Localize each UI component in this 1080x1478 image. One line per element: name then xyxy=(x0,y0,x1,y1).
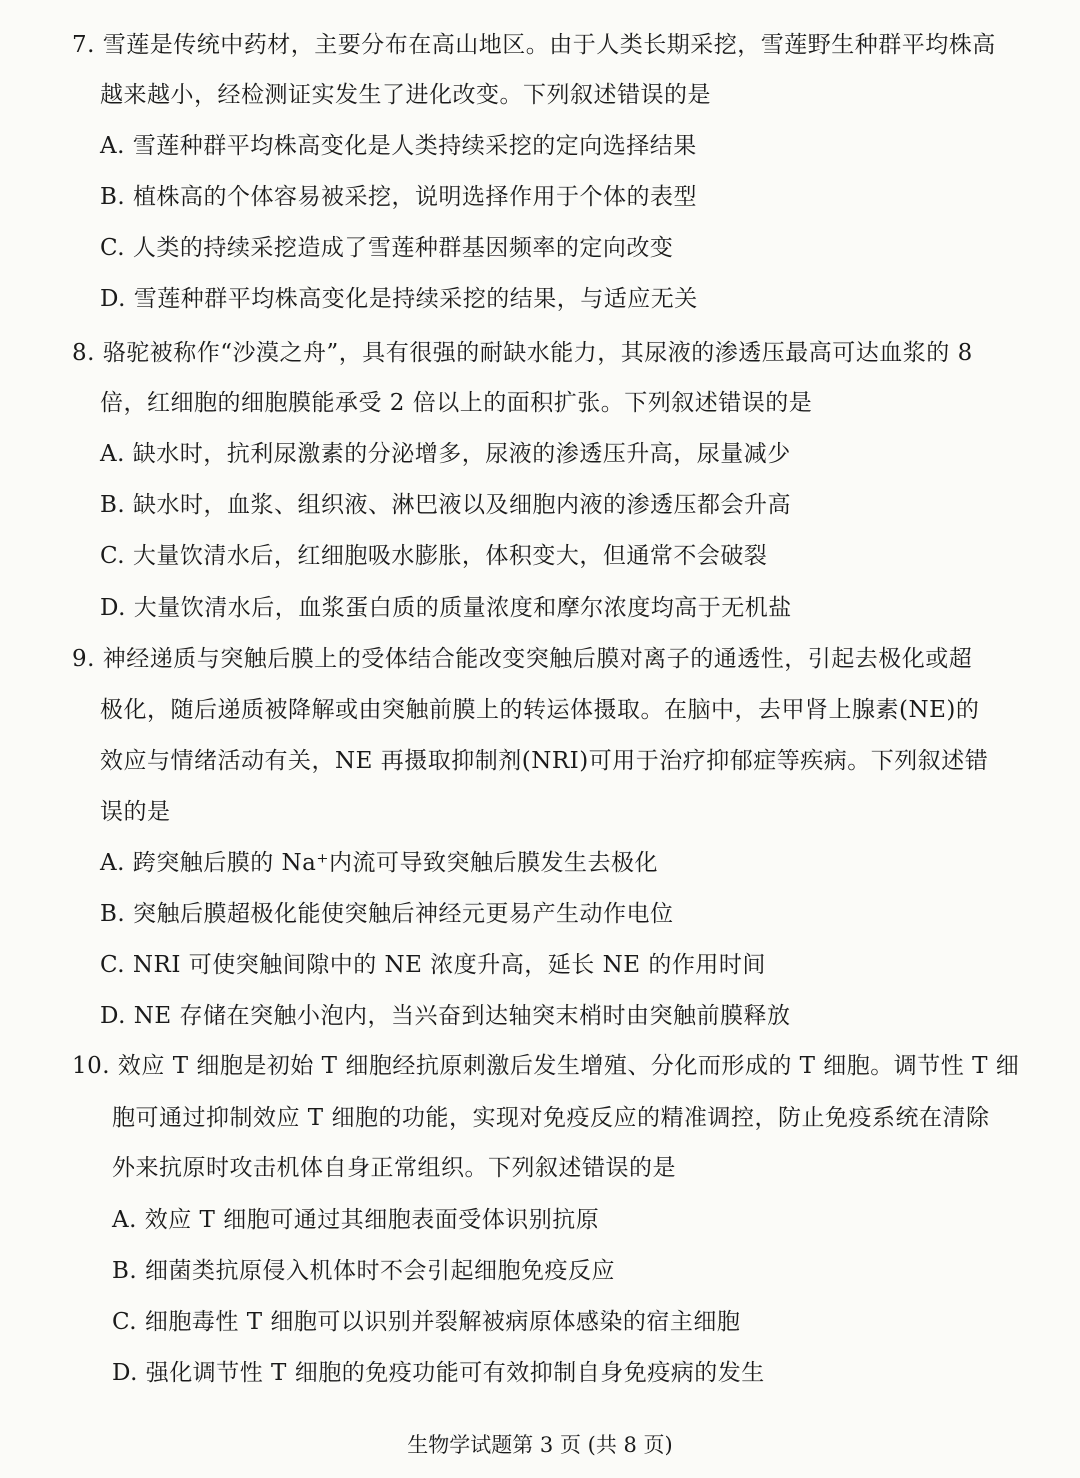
option-b: B. 突触后膜超极化能使突触后神经元更易产生动作电位 xyxy=(100,901,674,927)
option-c: C. NRI 可使突触间隙中的 NE 浓度升高，延长 NE 的作用时间 xyxy=(100,952,766,978)
question-stem-line: 8. 骆驼被称作“沙漠之舟”，具有很强的耐缺水能力，其尿液的渗透压最高可达血浆的 8 xyxy=(72,340,973,366)
question-stem-line: 外来抗原时攻击机体自身正常组织。下列叙述错误的是 xyxy=(112,1155,676,1181)
option-d: D. 强化调节性 T 细胞的免疫功能可有效抑制自身免疫病的发生 xyxy=(112,1360,765,1386)
question-stem-line: 倍，红细胞的细胞膜能承受 2 倍以上的面积扩张。下列叙述错误的是 xyxy=(100,390,813,416)
option-a: A. 缺水时，抗利尿激素的分泌增多，尿液的渗透压升高，尿量减少 xyxy=(100,441,791,467)
option-d: D. 大量饮清水后，血浆蛋白质的质量浓度和摩尔浓度均高于无机盐 xyxy=(100,595,792,621)
question-stem-line: 9. 神经递质与突触后膜上的受体结合能改变突触后膜对离子的通透性，引起去极化或超 xyxy=(72,646,973,672)
option-c: C. 人类的持续采挖造成了雪莲种群基因频率的定向改变 xyxy=(100,235,674,261)
question-stem-line: 效应与情绪活动有关，NE 再摄取抑制剂(NRI)可用于治疗抑郁症等疾病。下列叙述错 xyxy=(100,748,989,774)
option-a: A. 雪莲种群平均株高变化是人类持续采挖的定向选择结果 xyxy=(100,133,697,159)
question-stem-line: 7. 雪莲是传统中药材，主要分布在高山地区。由于人类长期采挖，雪莲野生种群平均株高 xyxy=(72,32,996,58)
question-stem-line: 误的是 xyxy=(100,799,171,825)
question-stem-line: 极化，随后递质被降解或由突触前膜上的转运体摄取。在脑中，去甲肾上腺素(NE)的 xyxy=(100,697,980,723)
option-b: B. 细菌类抗原侵入机体时不会引起细胞免疫反应 xyxy=(112,1258,616,1284)
page-footer: 生物学试题第 3 页 (共 8 页) xyxy=(407,1433,673,1457)
option-a: A. 效应 T 细胞可通过其细胞表面受体识别抗原 xyxy=(112,1207,600,1233)
option-d: D. NE 存储在突触小泡内，当兴奋到达轴突末梢时由突触前膜释放 xyxy=(100,1003,791,1029)
question-stem-line: 越来越小，经检测证实发生了进化改变。下列叙述错误的是 xyxy=(100,82,711,108)
option-c: C. 大量饮清水后，红细胞吸水膨胀，体积变大，但通常不会破裂 xyxy=(100,543,768,569)
option-d: D. 雪莲种群平均株高变化是持续采挖的结果，与适应无关 xyxy=(100,286,698,312)
question-stem-line: 10. 效应 T 细胞是初始 T 细胞经抗原刺激后发生增殖、分化而形成的 T 细胞。调节性 T 细 xyxy=(72,1053,1020,1079)
option-b: B. 植株高的个体容易被采挖，说明选择作用于个体的表型 xyxy=(100,184,698,210)
option-a: A. 跨突触后膜的 Na⁺内流可导致突触后膜发生去极化 xyxy=(100,850,659,876)
option-c: C. 细胞毒性 T 细胞可以识别并裂解被病原体感染的宿主细胞 xyxy=(112,1309,741,1335)
question-stem-line: 胞可通过抑制效应 T 细胞的功能，实现对免疫反应的精准调控，防止免疫系统在清除 xyxy=(112,1105,990,1131)
option-b: B. 缺水时，血浆、组织液、淋巴液以及细胞内液的渗透压都会升高 xyxy=(100,492,792,518)
